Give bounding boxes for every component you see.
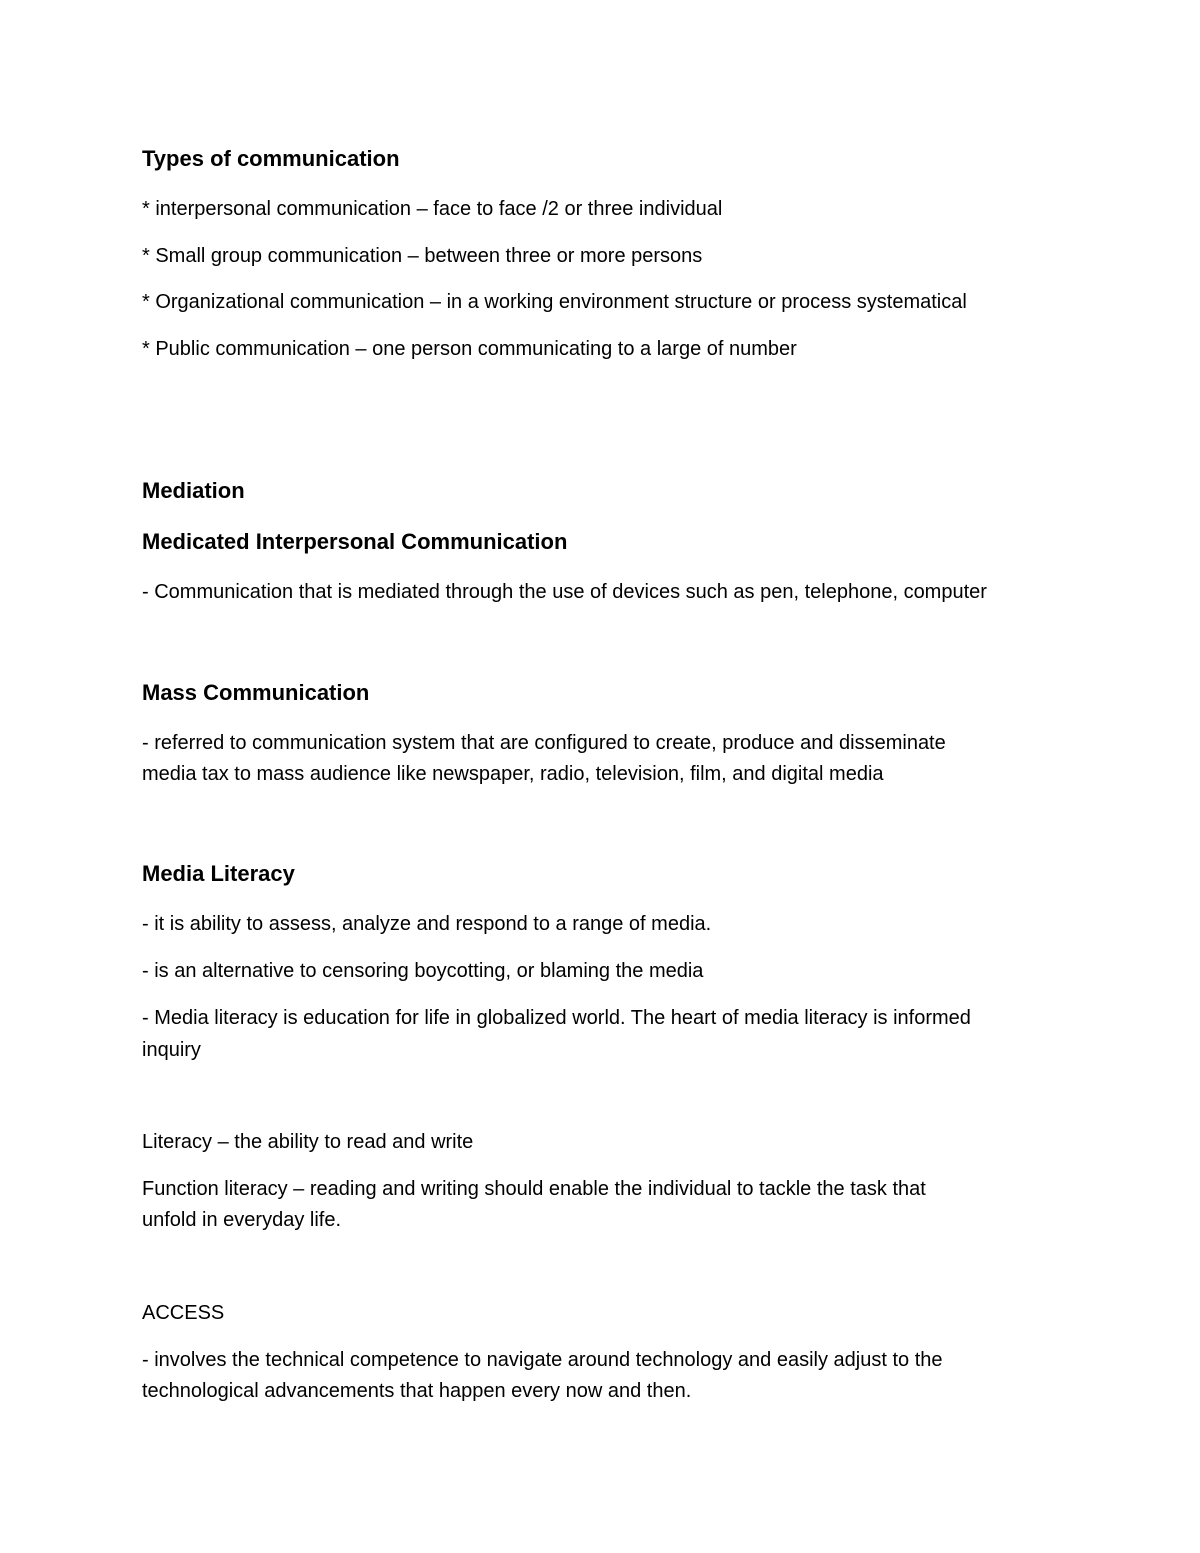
mass-communication-description-line-2: media tax to mass audience like newspaper, radio, television, film, and digital media xyxy=(142,763,884,785)
access-description-line-2: technological advancements that happen every now and then. xyxy=(142,1380,692,1402)
list-item: * Public communication – one person communicating to a large of number xyxy=(142,338,797,360)
media-literacy-heading: Media Literacy xyxy=(142,861,295,886)
mediated-interpersonal-communication-heading: Medicated Interpersonal Communication xyxy=(142,529,568,554)
media-literacy-point-3-line-1: - Media literacy is education for life in globalized world. The heart of media literacy is informed xyxy=(142,1007,971,1029)
media-literacy-point-3-line-2: inquiry xyxy=(142,1039,201,1061)
types-of-communication-heading: Types of communication xyxy=(142,146,400,171)
list-item: * Organizational communication – in a working environment structure or process systematical xyxy=(142,291,967,313)
mediation-description: - Communication that is mediated through the use of devices such as pen, telephone, computer xyxy=(142,581,987,603)
access-description-line-1: - involves the technical competence to navigate around technology and easily adjust to the xyxy=(142,1349,943,1371)
mass-communication-description-line-1: - referred to communication system that are configured to create, produce and disseminate xyxy=(142,732,946,754)
list-item: * Small group communication – between three or more persons xyxy=(142,245,703,267)
literacy-definition: Literacy – the ability to read and write xyxy=(142,1131,474,1153)
function-literacy-line-1: Function literacy – reading and writing should enable the individual to tackle the task that xyxy=(142,1178,926,1200)
media-literacy-point-2: - is an alternative to censoring boycotting, or blaming the media xyxy=(142,960,704,982)
mass-communication-heading: Mass Communication xyxy=(142,680,370,705)
access-heading: ACCESS xyxy=(142,1302,225,1324)
function-literacy-line-2: unfold in everyday life. xyxy=(142,1209,342,1231)
media-literacy-point-1: - it is ability to assess, analyze and respond to a range of media. xyxy=(142,913,712,935)
list-item: * interpersonal communication – face to face /2 or three individual xyxy=(142,198,723,220)
mediation-heading: Mediation xyxy=(142,478,245,503)
